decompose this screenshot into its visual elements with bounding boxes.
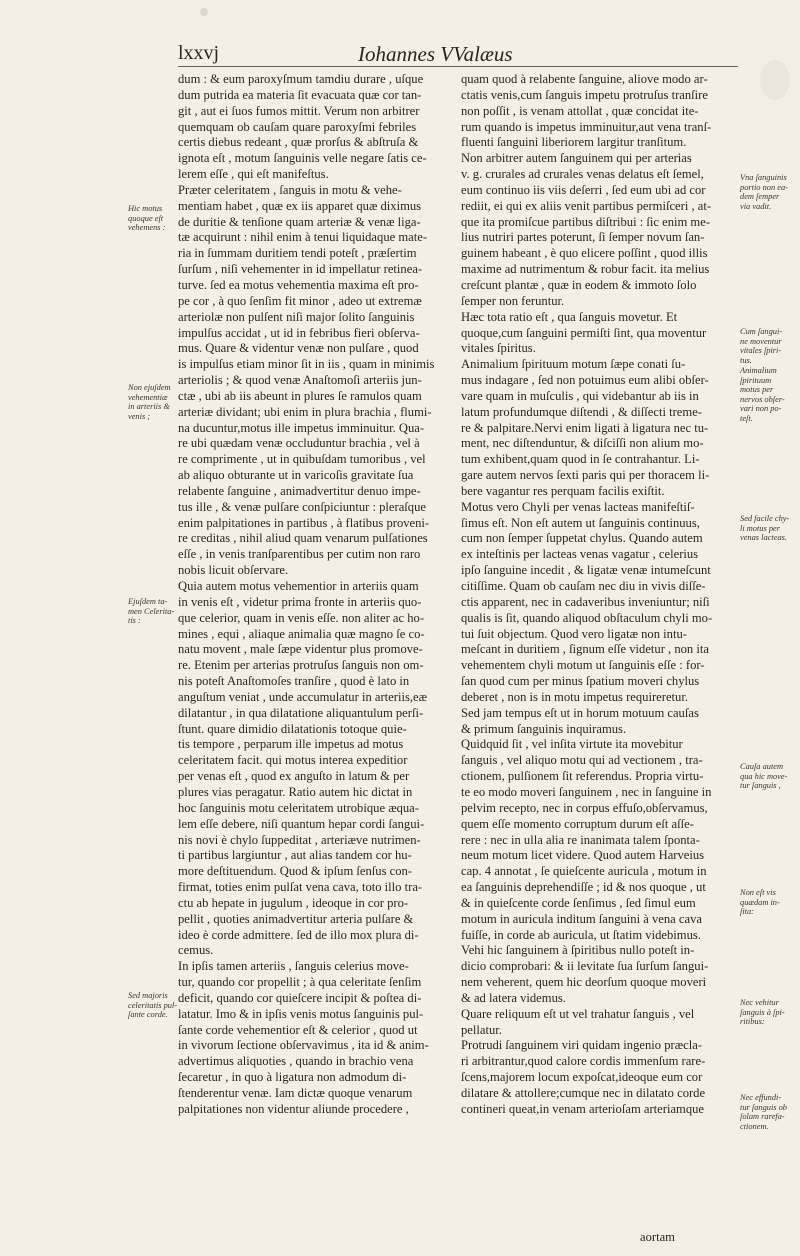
margin-note-line: Vna ſanguinis [740,173,787,182]
text-line: Quare reliquum eſt ut vel trahatur ſanguis , vel [461,1006,695,1021]
text-line: rum quando is impetus imminuitur,aut vena tranſ- [461,119,712,134]
right-margin-note-5 [740,762,798,791]
left-text-column [178,72,456,1118]
text-line: firmat, toties enim pulſat vena cava, toto illo tra- [178,880,423,895]
text-line: mus indagare , ſed non potuimus eum alibi obſer- [461,373,709,388]
margin-note-line: nervos obſer- [740,394,785,404]
margin-note-line: Nec effundi- [740,1093,782,1102]
margin-note-line: venas lacteas. [740,533,787,543]
margin-note-line: ſolam rarefa- [740,1112,785,1122]
text-line: ſecaretur , in quo à ligatura non admodum di- [178,1070,407,1085]
text-line: rediit, ei qui ex aliis venit partibus permiſceri , at- [461,198,712,213]
margin-note-line: vitales ſpiri- [740,346,782,356]
text-line: dum putrida ea materia ſit evacuata quæ cor tan- [178,87,422,102]
text-line: te eo modo moveri ſanguinem , nec in ſanguine in [461,784,712,799]
text-line: ctionem, pulſionem ſit referendus. Propria virtu- [461,769,704,784]
margin-note-line: Ejuſdem ta- [128,597,168,606]
margin-note-line: Sed majoris [128,991,168,1000]
text-line: creſcunt plantæ , quæ in eodem & immoto ſolo [461,277,697,292]
text-line: ſemper non feruntur. [461,293,565,308]
text-line: palpitationes non videntur aliunde procedere , [178,1101,409,1116]
text-line: mines , equi , aliaque animalia quæ magno ſe co- [178,626,425,641]
margin-note-line: tur ſanguis ob [740,1102,787,1112]
text-line: ea ſanguinis deprehendiſſe ; id & nos quoque , ut [461,880,706,895]
text-line: lius nutriri partes poterunt, ſi ſemper novum ſan- [461,230,705,245]
margin-note-line: quædam in- [740,897,780,907]
text-line: dum : & eum paroxyſmum tamdiu durare , uſque [178,72,424,86]
text-line: neum motum licet videre. Quod autem Harveius [461,848,705,863]
text-line: Non arbitrer autem ſanguinem qui per arterias [461,151,692,166]
text-line: lem eſſe debere, niſi quantum hepar cordi ſangui- [178,816,425,831]
margin-note-line: dem ſemper [740,192,780,202]
text-line: pe cor , à quo ſenſim fit minor , adeo ut extremæ [178,293,422,308]
text-line: gare autem nervos ſexti paris qui per thoracem li- [461,468,710,483]
text-line: de duritie & tenſione quam arteriæ & venæ liga- [178,214,421,229]
text-line: latatur. Imo & in ipſis venis motus ſanguinis pul- [178,1006,424,1021]
text-line: maxime ad nutrimentum & robur facit. ita melius [461,262,710,277]
text-line: in vivorum ſectione obſervavimus , ita id & anim- [178,1038,429,1053]
text-line: natu movent , male ſæpe videntur plus promove- [178,642,423,657]
page-stain [760,60,790,100]
text-line: quemquam ob cauſam quare paroxyſmi febriles [178,119,417,134]
running-head: Iohannes VValæus [358,42,513,66]
text-line: Præter celeritatem , ſanguis in motu & vehe- [178,182,402,197]
text-line: deficit, quando cor quieſcere incipit & poſtea di- [178,990,422,1005]
text-line: mentiam habet , quæ ex iis apparet quæ diximus [178,198,422,213]
text-line: Protrudi ſanguinem viri quidam ingenio præcla- [461,1038,702,1053]
text-line: pellatur. [461,1022,502,1037]
text-line: nis poteſt Anaſtomoſes tranſire , quod è lato in [178,674,410,689]
text-line: re comprimente , ut in quibuſdam tumoribus , vel [178,452,426,467]
text-line: ſimus eſt. Non eſt autem ut ſanguinis continuus, [461,515,700,530]
margin-note-line: celeritatis pul- [128,1000,178,1010]
text-line: ſtenderentur venæ. Iam dictæ quoque venarum [178,1086,413,1100]
text-line: eum continuo iis viis deſerri , ſed eum ubi ad cor [461,182,706,197]
margin-note-line: Animalium [740,366,777,375]
text-line: is impulſus etiam minor ſit in iis , quam in minimis [178,357,435,372]
text-line: vare quam in muſculis , qui videbantur ab iis in [461,388,699,403]
margin-note-line: in arteriis & [128,402,170,412]
text-line: arteriolis ; & quod venæ Anaſtomoſi arteriis jun- [178,373,422,388]
text-line: Quia autem motus vehementior in arteriis quam [178,579,419,593]
text-line: vitales ſpiritus. [461,341,536,356]
text-line: more deſtituendum. Quod & ipſum ſenſus con- [178,864,412,879]
text-line: ſante corde vehementior eſt & celerior , quod ut [178,1022,418,1037]
right-margin-note-8 [740,1093,798,1131]
text-line: meſcant in duritiem , ſignum eſſe videtur , non ita [461,642,709,657]
margin-note-line: ne moventur [740,336,782,346]
text-line: ſan quod cum per minus ſpatium moveri chylus [461,674,700,689]
text-line: ctu ab hepate in jugulum , ideoque in cor pro- [178,895,409,910]
text-line: tum exhibent,quam quod in ſe contrahantur. Li- [461,452,700,467]
text-line: fluenti ſanguini liberiorem largitur tranſitum. [461,135,687,150]
text-line: ſurſum , niſi vehementer in id impellatur retinea- [178,262,423,277]
text-line: certis diebus redeant , quæ prorſus & abſtruſa & [178,135,419,150]
text-line: citiſſime. Quam ob cauſam nec diu in vivis diſſe- [461,579,706,593]
text-line: Sed jam tempus eſt ut in horum motuum cauſas [461,705,699,720]
page-number: lxxvj [178,42,220,64]
text-line: vehementem chyli motum ut ſanguinis eſſe : for- [461,658,705,673]
margin-note-line: Nec vehitur [740,998,779,1007]
text-line: cemus. [178,943,214,958]
text-line: ideo è corde admittere. ſed de illo mox plura di- [178,927,419,942]
text-line: fuiſſe, in corde ab auricula, ut ſtatim videbimus. [461,927,701,942]
text-line: nem veherent, quem hic deorſum quoque moveri [461,975,707,990]
text-line: turve. ſed ea motus vehementia maxima eſt pro- [178,277,419,292]
text-line: tui ſuit objectum. Quod vero ligatæ non intu- [461,626,687,641]
text-line: re. Etenim per arterias protruſus ſanguis non om- [178,658,424,673]
margin-note-line: vari non po- [740,404,782,414]
text-line: guinem habeant , è quo elicere poſſint , quod illis [461,246,708,261]
text-line: plures vias peragatur. Ratio autem hic dictat in [178,784,413,799]
margin-note-line: portio non ea- [740,182,788,192]
text-line: dilatantur , in qua dilatatione aliquantulum perſi- [178,705,424,720]
text-line: git , aut ei ſuos fumos mittit. Verum non arbitrer [178,103,420,118]
text-line: tæ acquirunt : nihil enim à tenui liquidaque mate- [178,230,428,245]
text-line: & primum ſanguinis inquiramus. [461,721,627,736]
right-margin-note-7 [740,998,798,1027]
text-line: relabente ſanguine , animadvertitur denuo impe- [178,483,421,498]
text-line: tis tempore , perparum ille impetus ad motus [178,737,404,752]
text-line: Motus vero Chyli per venas lacteas manifeſtiſ- [461,499,695,514]
right-margin-note-6 [740,888,798,917]
text-line: re ubi quædam venæ occluduntur brachia , vel à [178,436,420,451]
ink-spot [200,8,208,16]
left-margin-note-3 [128,597,174,626]
text-line: quam quod à relabente ſanguine, aliove modo ar- [461,72,708,86]
text-line: v. g. crurales ad crurales venas delatus eſt ſemel, [461,167,704,182]
text-line: enim palpitationes in partibus , à flatibus proveni- [178,515,430,530]
margin-note-line: tur ſanguis , [740,781,781,791]
text-line: que celerior, quam in venis eſſe. non aliter ac ho- [178,610,425,625]
right-text-column [461,72,737,1118]
text-line: pelvim recepto, nec in corpus effuſo,obſervamus, [461,800,708,815]
text-line: bere vagantur res perquam facilis exiſtit. [461,483,665,498]
text-line: nobis licuit obſervare. [178,563,289,578]
margin-note-line: quoque eſt [128,213,164,223]
right-margin-note-3 [740,366,798,424]
right-margin-note-2 [740,327,798,365]
text-line: qualis is ſit, quando aliquod obſtaculum chyli mo- [461,610,713,625]
text-line: ignota eſt , motum ſanguinis velle negare ſatis ce- [178,151,427,166]
margin-note-line: vehemens : [128,223,166,233]
text-line: impulſus accidat , ut id in febribus fieri obſerva- [178,325,420,340]
text-line: dilatare & attollere;cumque nec in dilatato corde [461,1086,706,1100]
margin-note-line: Cauſa autem [740,762,784,771]
margin-note-line: motus per [740,385,774,395]
catchword: aortam [640,1230,675,1244]
text-line: dicio comprobari: & ii levitate ſua ſurſum ſangui- [461,959,709,974]
text-line: Animalium ſpirituum motum ſæpe conati ſu- [461,357,686,372]
text-line: ri arbitrantur,quod calore cordis immenſum rare- [461,1054,706,1069]
text-line: non poſſit , is venam attollat , quæ concidat ite- [461,103,699,118]
margin-note-line: qua hic move- [740,771,788,781]
margin-note-line: li motus per [740,523,781,533]
text-line: rere : nec in ulla alia re inanimata talem ſponta- [461,832,700,847]
right-margin-note-1 [740,173,798,211]
text-line: pellit , quoties animadvertitur arteria pulſare & [178,911,414,926]
margin-note-line: Sed facile chy- [740,514,790,523]
margin-note-line: tus. [740,355,752,365]
header-rule [178,66,738,67]
text-line: contineri queat,in venam arterioſam arteriamque [461,1101,705,1116]
margin-note-line: ſante corde. [128,1010,168,1020]
text-line: & in quieſcente corde ſenſimus , ſed ſimul eum [461,895,696,910]
text-line: cum non ſemper ſuppetat chylus. Quando autem [461,531,703,546]
text-line: anguſtum veniat , unde accumulatur in arteriis,eæ [178,689,427,704]
margin-note-line: ritibus: [740,1017,765,1027]
left-margin-note-1 [128,204,174,233]
text-line: ctæ , ubi ab iis abeunt in plures ſe ramulos quam [178,388,422,403]
margin-note-line: ſanguis à ſpi- [740,1007,785,1017]
left-margin-note-2 [128,383,174,421]
right-margin-note-4 [740,514,798,543]
left-margin-note-4 [128,991,178,1020]
text-line: ti partibus largiuntur , aut alias tandem cor hu- [178,848,412,863]
text-line: Quidquid ſit , vel inſita virtute ita movebitur [461,737,683,752]
text-line: deberet , non is in motu impetus requireretur. [461,689,688,704]
text-line: hoc ſanguinis motu celeritatem utrobique æqua- [178,800,419,815]
margin-note-line: Cum ſangui- [740,327,783,336]
text-line: lerem eſſe , qui eſt manifeſtus. [178,167,329,182]
text-line: na ducuntur,motus ille impetus imminuitur. Qua- [178,420,425,435]
margin-note-line: ſpirituum [740,375,772,385]
text-line: re creditas , nihil aliud quam venarum pulſationes [178,531,428,546]
text-line: per venas eſt , quod ex anguſto in latum & per [178,769,410,784]
text-line: ſanguis , vel aliquo motu qui ad vectionem , tra- [461,753,703,768]
text-line: ſcens,majorem locum expoſcat,ideoque eum cor [461,1070,703,1085]
margin-note-line: tis : [128,616,141,626]
text-line: cap. 4 annotat , ſe quieſcente auricula , motum in [461,864,707,879]
text-line: motum in auricula inditum ſanguini à vena cava [461,911,702,926]
text-line: in venis eſt , videtur prima fronte in arteriis quo- [178,594,422,609]
margin-note-line: teſt. [740,413,753,423]
text-line: advertimus aliquoties , quando in brachio vena [178,1054,414,1069]
margin-note-line: Non ejuſdem [128,383,171,392]
text-line: ex inteſtinis per lacteas venas vagatur , celerius [461,547,699,562]
text-line: tur, quando cor propellit ; à qua celeritate ſenſim [178,975,422,990]
text-line: arteriolæ non pulſent niſi major ſolito ſanguinis [178,309,415,324]
text-line: Vehi hic ſanguinem à ſpiritibus nullo poteſt in- [461,943,695,958]
text-line: eſſe , in venis tranſparentibus per cutim non raro [178,547,421,562]
margin-note-line: men Celerita- [128,606,175,616]
text-line: tus ille , & venæ pulſare conſpiciuntur : pleraſque [178,499,426,514]
text-line: In ipſis tamen arteriis , ſanguis celerius move- [178,959,409,974]
margin-note-line: Hic motus [128,204,163,213]
page-header [178,42,738,66]
text-line: & ad latera videmus. [461,990,566,1005]
margin-note-line: Non eſt vis [740,888,776,897]
margin-note-line: vehementiæ [128,392,168,402]
text-line: ctatis venis,cum ſanguis impetu protruſus tranſire [461,87,708,102]
text-line: ipſo ſanguine incedit , & ligatæ venæ intumeſcunt [461,563,711,578]
text-line: ment, nec diſtenduntur, & diſciſſi non alium mo- [461,436,704,451]
margin-note-line: venis ; [128,411,151,421]
text-line: ria in ſummam duritiem tendi poteſt , præſertim [178,246,417,261]
margin-note-line: via vadit. [740,201,772,211]
margin-note-line: ſita: [740,907,754,917]
text-line: que ita promiſcue partibus diſtribui : ſic enim me- [461,214,711,229]
margin-note-line: ctionem. [740,1121,769,1131]
text-line: nis novi è chylo ſuppeditat , arteriæve nutrimen- [178,832,421,847]
text-line: ctis apparent, nec in cadaveribus inveniuntur; niſi [461,594,710,609]
text-line: Hæc tota ratio eſt , qua ſanguis movetur. Et [461,309,678,324]
text-line: re & palpitare.Nervi enim ligati à ligatura nec tu- [461,420,709,435]
text-line: ſtunt. quare dimidio dilatationis totoque quie- [178,721,407,736]
text-line: quem eſſe momento corruptum durum eſt aſſe- [461,816,694,831]
text-line: mus. Quare & videntur venæ non pulſare , quod [178,341,419,356]
text-line: ab aliquo obturante ut in varicoſis gravitate ſua [178,468,414,483]
text-line: celeritatem facit. qui motus interea expeditior [178,753,408,768]
text-line: arteriæ dividant; ubi enim in plura brachia , flumi- [178,404,432,419]
text-line: quoque,cum ſanguini permiſti ſint, qua moventur [461,325,707,340]
text-line: latum profundumque diſtendi , & diſſecti treme- [461,404,702,419]
